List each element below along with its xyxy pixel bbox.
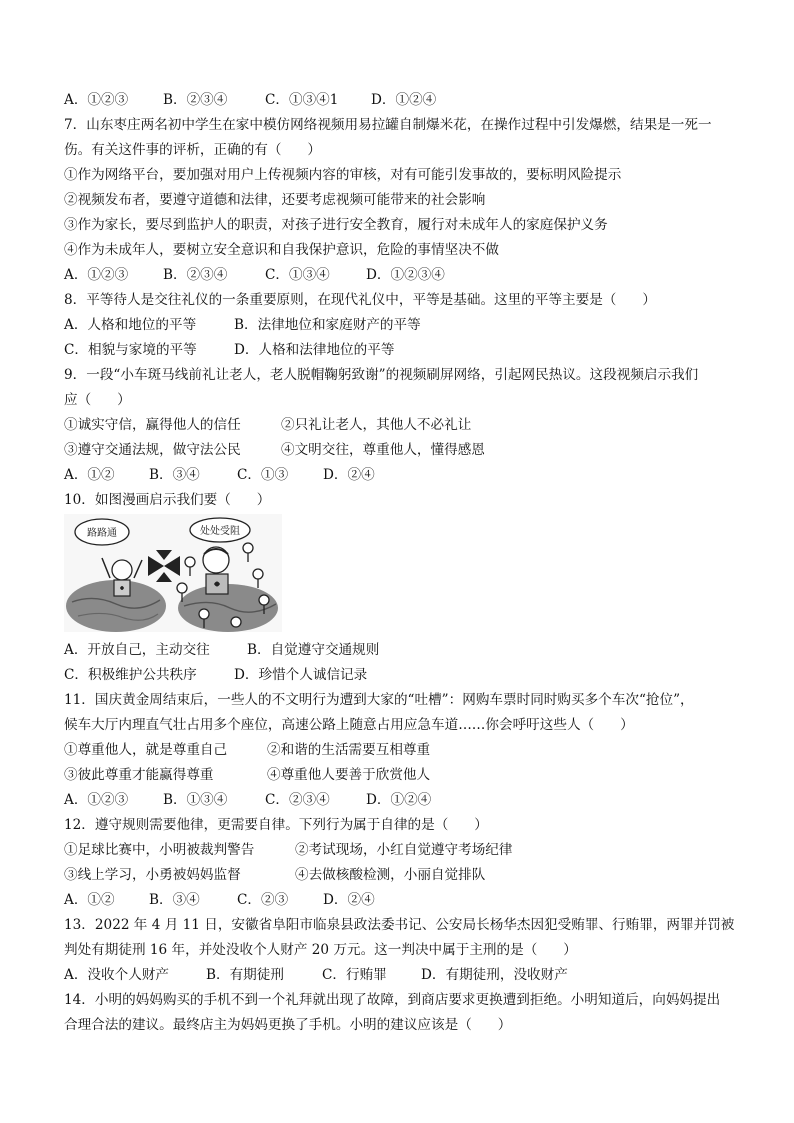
q12-option-a: A．①② xyxy=(64,892,115,908)
q9-item-4: ④文明交往，尊重他人，懂得感恩 xyxy=(281,442,485,458)
q11-stem-line-2: 候车大厅内理直气壮占用多个座位，高速公路上随意占用应急车道……你会呼吁这些人（ ） xyxy=(64,717,634,733)
q10-cartoon-image xyxy=(64,514,282,632)
q11-item-1: ①尊重他人，就是尊重自己 xyxy=(64,742,228,758)
q8-option-a: A．人格和地位的平等 xyxy=(64,317,197,333)
q9-option-a: A．①② xyxy=(64,467,115,483)
q13-option-a: A．没收个人财产 xyxy=(64,967,169,983)
q13-option-d: D．有期徒刑，没收财产 xyxy=(421,967,568,983)
q9-item-2: ②只礼让老人，其他人不必礼让 xyxy=(281,417,472,433)
q12-option-c: C．②③ xyxy=(237,892,289,908)
q10-option-c: C．积极维护公共秩序 xyxy=(64,667,197,683)
q14-stem-line-2: 合理合法的建议。最终店主为妈妈更换了手机。小明的建议应该是（ ） xyxy=(64,1017,512,1033)
q10-option-a: A．开放自己，主动交往 xyxy=(64,642,210,658)
q9-stem-line-1: 9．一段“小车斑马线前礼让老人，老人脱帽鞠躬致谢”的视频刷屏网络，引起网民热议。这段视频启示我们 xyxy=(64,367,699,383)
q13-option-b: B．有期徒刑 xyxy=(206,967,284,983)
q8-option-d: D．人格和法律地位的平等 xyxy=(234,342,395,358)
q7-item-4: ④作为未成年人，要树立安全意识和自我保护意识，危险的事情坚决不做 xyxy=(64,242,499,258)
q11-option-b: B．①③④ xyxy=(163,792,228,808)
q11-option-d: D．①②④ xyxy=(366,792,432,808)
q6-option-a: A．①②③ xyxy=(64,92,129,108)
q14-stem-line-1: 14．小明的妈妈购买的手机不到一个礼拜就出现了故障，到商店要求更换遭到拒绝。小明知道后，向妈妈提出 xyxy=(64,992,721,1008)
q13-stem-line-2: 判处有期徒刑 16 年，并处没收个人财产 20 万元。这一判决中属于主刑的是（ ） xyxy=(64,942,577,958)
q7-item-3: ③作为家长，要尽到监护人的职责，对孩子进行安全教育，履行对未成年人的家庭保护义务 xyxy=(64,217,608,233)
q7-option-d: D．①②③④ xyxy=(366,267,445,283)
q7-stem-line-2: 伤。有关这件事的评析，正确的有（ ） xyxy=(64,142,322,158)
q11-item-3: ③彼此尊重才能赢得尊重 xyxy=(64,767,214,783)
q10-option-b: B．自觉遵守交通规则 xyxy=(247,642,380,658)
q7-item-2: ②视频发布者，要遵守道德和法律，还要考虑视频可能带来的社会影响 xyxy=(64,192,486,208)
q7-option-b: B．②③④ xyxy=(163,267,228,283)
q12-item-4: ④去做核酸检测，小丽自觉排队 xyxy=(295,867,486,883)
right-bubble-label: 处处受阻 xyxy=(200,526,240,537)
q13-stem-line-1: 13．2022 年 4 月 11 日，安徽省阜阳市临泉县政法委书记、公安局长杨华杰因犯受贿罪、行贿罪，两罪并罚被 xyxy=(64,917,735,933)
q7-option-a: A．①②③ xyxy=(64,267,129,283)
q8-option-b: B．法律地位和家庭财产的平等 xyxy=(234,317,421,333)
q12-item-1: ①足球比赛中，小明被裁判警告 xyxy=(64,842,255,858)
q10-stem-line-1: 10．如图漫画启示我们要（ ） xyxy=(64,492,271,508)
q12-option-b: B．③④ xyxy=(149,892,200,908)
q9-option-b: B．③④ xyxy=(149,467,200,483)
q8-option-c: C．相貌与家境的平等 xyxy=(64,342,197,358)
q10-option-d: D．珍惜个人诚信记录 xyxy=(234,667,368,683)
q8-stem-line-1: 8．平等待人是交往礼仪的一条重要原则，在现代礼仪中，平等是基础。这里的平等主要是（ ） xyxy=(64,292,656,308)
q7-option-c: C．①③④ xyxy=(265,267,330,283)
q7-stem-line-1: 7．山东枣庄两名初中学生在家中模仿网络视频用易拉罐自制爆米花，在操作过程中引发爆燃，结果是一死一 xyxy=(64,117,712,133)
q12-option-d: D．②④ xyxy=(323,892,375,908)
q6-option-b: B．②③④ xyxy=(163,92,228,108)
q11-stem-line-1: 11．国庆黄金周结束后，一些人的不文明行为遭到大家的“吐槽”：网购车票时同时购买多个车次“抢位”， xyxy=(64,692,694,708)
q11-item-4: ④尊重他人要善于欣赏他人 xyxy=(267,767,431,783)
q9-stem-line-2: 应（ ） xyxy=(64,392,131,408)
q11-item-2: ②和谐的生活需要互相尊重 xyxy=(267,742,431,758)
q9-option-c: C．①③ xyxy=(237,467,289,483)
cartoon-svg xyxy=(64,514,282,632)
q11-option-c: C．②③④ xyxy=(265,792,330,808)
q9-item-3: ③遵守交通法规，做守法公民 xyxy=(64,442,241,458)
q12-item-3: ③线上学习，小勇被妈妈监督 xyxy=(64,867,241,883)
q6-option-c: C．①③④1 xyxy=(265,92,339,108)
q9-option-d: D．②④ xyxy=(323,467,375,483)
q9-item-1: ①诚实守信，赢得他人的信任 xyxy=(64,417,241,433)
left-bubble-label: 路路通 xyxy=(87,528,117,539)
q12-item-2: ②考试现场，小红自觉遵守考场纪律 xyxy=(295,842,513,858)
q6-option-d: D．①②④ xyxy=(371,92,437,108)
q13-option-c: C．行贿罪 xyxy=(322,967,387,983)
q11-option-a: A．①②③ xyxy=(64,792,129,808)
q12-stem-line-1: 12．遵守规则需要他律，更需要自律。下列行为属于自律的是（ ） xyxy=(64,817,488,833)
left-figure-head xyxy=(112,560,132,580)
q7-item-1: ①作为网络平台，要加强对用户上传视频内容的审核，对有可能引发事故的，要标明风险提示 xyxy=(64,167,622,183)
